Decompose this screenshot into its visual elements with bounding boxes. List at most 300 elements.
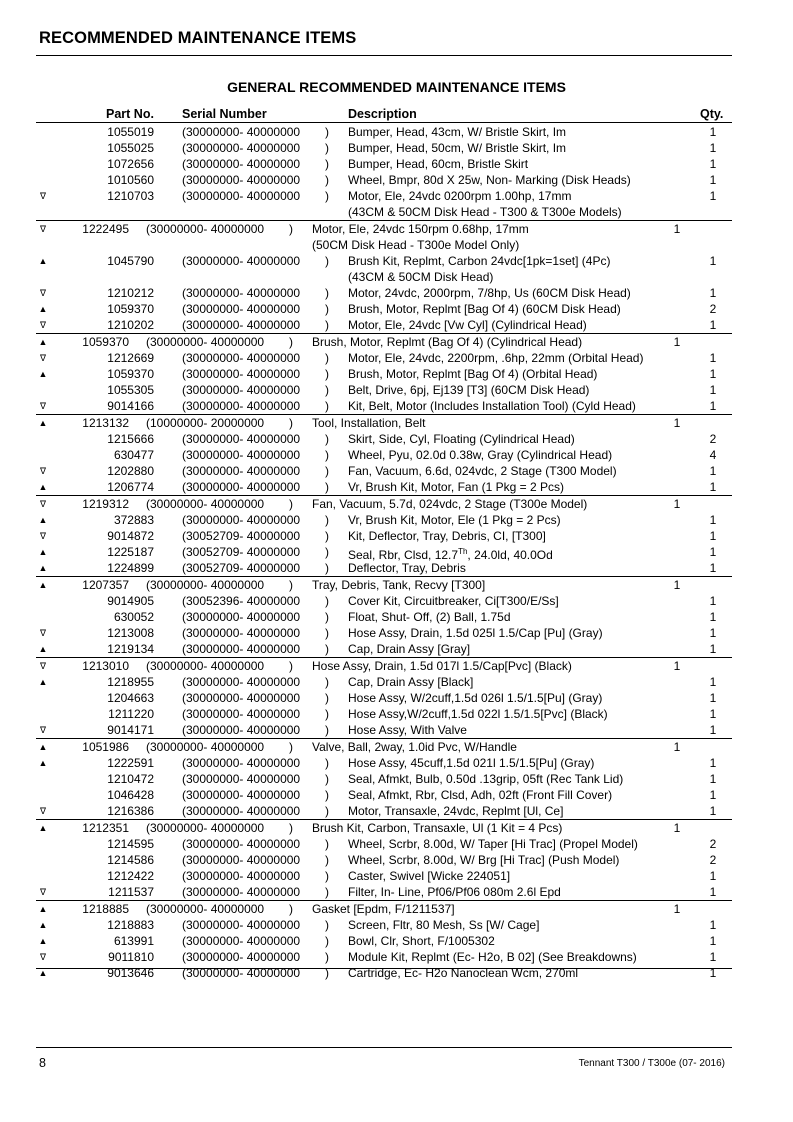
table-row bbox=[0, 803, 793, 819]
description bbox=[348, 609, 511, 625]
serial-number: (30000000- 40000000 bbox=[146, 222, 265, 236]
description bbox=[312, 901, 455, 917]
serial-number: (30000000- 40000000 bbox=[182, 950, 301, 964]
serial-close-paren: ) bbox=[325, 545, 329, 559]
part-number: 1045790 bbox=[107, 254, 154, 268]
serial-close-paren: ) bbox=[325, 173, 329, 187]
part-number: 1214586 bbox=[107, 853, 154, 867]
part-number: 9014166 bbox=[107, 399, 154, 413]
description bbox=[348, 512, 561, 528]
part-number: 1210472 bbox=[107, 772, 154, 786]
serial-number: (30000000- 40000000 bbox=[146, 497, 265, 511]
description bbox=[312, 820, 562, 836]
description bbox=[348, 593, 559, 609]
description-line: (43CM & 50CM Disk Head - T300 & T300e Models) bbox=[348, 205, 622, 219]
part-number: 9011810 bbox=[108, 950, 154, 964]
table-row bbox=[0, 852, 793, 868]
quantity: 1 bbox=[709, 804, 717, 818]
table-row bbox=[0, 317, 793, 333]
description-line: Kit, Belt, Motor (Includes Installation Tool) (Cyld Head) bbox=[348, 399, 636, 413]
new-item-triangle-icon: ▲ bbox=[38, 758, 48, 768]
description bbox=[348, 140, 566, 156]
quantity: 1 bbox=[709, 286, 717, 300]
description-line: Kit, Deflector, Tray, Debris, CI, [T300] bbox=[348, 529, 546, 543]
serial-number: (30052709- 40000000 bbox=[182, 561, 301, 575]
serial-close-paren: ) bbox=[289, 578, 293, 592]
replaced-item-triangle-icon: ∇ bbox=[39, 725, 47, 735]
footer-publication: Tennant T300 / T300e (07- 2016) bbox=[578, 1058, 725, 1069]
description bbox=[348, 124, 566, 140]
serial-number: (30000000- 40000000 bbox=[182, 788, 301, 802]
quantity: 1 bbox=[709, 383, 717, 397]
part-number: 1212669 bbox=[107, 351, 154, 365]
serial-number: (30000000- 40000000 bbox=[182, 853, 301, 867]
serial-close-paren: ) bbox=[289, 659, 293, 673]
table-row bbox=[0, 124, 793, 140]
serial-number: (30000000- 40000000 bbox=[146, 821, 265, 835]
serial-number: (30000000- 40000000 bbox=[182, 837, 301, 851]
table-row bbox=[0, 285, 793, 301]
description bbox=[348, 366, 597, 382]
new-item-triangle-icon: ▲ bbox=[38, 304, 48, 314]
description-line: (43CM & 50CM Disk Head) bbox=[348, 270, 494, 284]
quantity: 1 bbox=[709, 189, 717, 203]
description-line: Hose Assy, Drain, 1.5d 025l 1.5/Cap [Pu] (Gray) bbox=[348, 626, 603, 640]
table-row bbox=[0, 625, 793, 641]
table-row bbox=[36, 657, 732, 674]
new-item-triangle-icon: ▲ bbox=[38, 515, 48, 525]
quantity: 1 bbox=[709, 707, 717, 721]
serial-close-paren: ) bbox=[325, 254, 329, 268]
serial-close-paren: ) bbox=[325, 157, 329, 171]
quantity: 1 bbox=[709, 157, 717, 171]
serial-number: (30000000- 40000000 bbox=[182, 918, 301, 932]
serial-close-paren: ) bbox=[325, 594, 329, 608]
part-number: 1210202 bbox=[107, 318, 154, 332]
serial-number: (30000000- 40000000 bbox=[182, 432, 301, 446]
serial-close-paren: ) bbox=[325, 885, 329, 899]
serial-number: (30000000- 40000000 bbox=[182, 254, 301, 268]
serial-number: (30000000- 40000000 bbox=[182, 707, 301, 721]
column-header-description: Description bbox=[348, 107, 417, 121]
new-item-triangle-icon: ▲ bbox=[38, 677, 48, 687]
quantity: 1 bbox=[709, 772, 717, 786]
serial-close-paren: ) bbox=[325, 513, 329, 527]
quantity: 1 bbox=[673, 659, 681, 673]
quantity: 1 bbox=[709, 642, 717, 656]
quantity: 1 bbox=[709, 529, 717, 543]
part-number: 1213010 bbox=[82, 659, 129, 673]
table-row bbox=[0, 301, 793, 317]
new-item-triangle-icon: ▲ bbox=[38, 920, 48, 930]
description-line: Belt, Drive, 6pj, Ej139 [T3] (60CM Disk Head) bbox=[348, 383, 590, 397]
description-line: Bumper, Head, 60cm, Bristle Skirt bbox=[348, 157, 529, 171]
quantity: 4 bbox=[709, 448, 717, 462]
serial-number: (30000000- 40000000 bbox=[182, 691, 301, 705]
description-line: Motor, Ele, 24vdc [Vw Cyl] (Cylindrical Head) bbox=[348, 318, 587, 332]
part-number: 1211537 bbox=[108, 885, 154, 899]
table-row bbox=[36, 738, 732, 755]
description bbox=[348, 382, 589, 398]
serial-close-paren: ) bbox=[289, 497, 293, 511]
serial-number: (30000000- 40000000 bbox=[182, 464, 301, 478]
table-row bbox=[0, 949, 793, 965]
serial-close-paren: ) bbox=[325, 432, 329, 446]
quantity: 1 bbox=[673, 740, 681, 754]
table-row bbox=[0, 609, 793, 625]
serial-close-paren: ) bbox=[325, 610, 329, 624]
table-row bbox=[0, 350, 793, 366]
description-line: Brush, Motor, Replmt (Bag Of 4) (Cylindrical Head) bbox=[312, 335, 583, 349]
replaced-item-triangle-icon: ∇ bbox=[39, 466, 47, 476]
description-line: Cover Kit, Circuitbreaker, Ci[T300/E/Ss] bbox=[348, 594, 559, 608]
serial-close-paren: ) bbox=[325, 707, 329, 721]
description bbox=[348, 787, 612, 803]
serial-close-paren: ) bbox=[325, 286, 329, 300]
serial-close-paren: ) bbox=[325, 837, 329, 851]
part-number: 9014872 bbox=[107, 529, 154, 543]
description bbox=[348, 528, 546, 544]
description bbox=[312, 577, 485, 593]
table-row bbox=[36, 495, 732, 512]
part-number: 1224899 bbox=[107, 561, 154, 575]
table-row bbox=[0, 771, 793, 787]
part-number: 1059370 bbox=[107, 302, 154, 316]
quantity: 2 bbox=[709, 432, 717, 446]
quantity: 1 bbox=[673, 902, 681, 916]
description bbox=[348, 949, 637, 965]
description bbox=[348, 285, 631, 301]
serial-close-paren: ) bbox=[325, 772, 329, 786]
table-row bbox=[0, 512, 793, 528]
column-header-part-no: Part No. bbox=[106, 107, 154, 121]
serial-number: (30000000- 40000000 bbox=[146, 335, 265, 349]
table-row bbox=[0, 868, 793, 884]
quantity: 2 bbox=[709, 302, 717, 316]
description bbox=[312, 739, 517, 755]
serial-number: (30000000- 40000000 bbox=[182, 286, 301, 300]
table-row bbox=[36, 220, 732, 253]
description-line: Bowl, Clr, Short, F/1005302 bbox=[348, 934, 495, 948]
quantity: 1 bbox=[709, 125, 717, 139]
description bbox=[348, 317, 587, 333]
new-item-triangle-icon: ▲ bbox=[38, 580, 48, 590]
serial-number: (30000000- 40000000 bbox=[146, 659, 265, 673]
description-line: Gasket [Epdm, F/1211537] bbox=[312, 902, 455, 916]
description bbox=[348, 755, 594, 771]
new-item-triangle-icon: ▲ bbox=[38, 644, 48, 654]
quantity: 1 bbox=[709, 675, 717, 689]
part-number: 1214595 bbox=[107, 837, 154, 851]
description-line: Bumper, Head, 50cm, W/ Bristle Skirt, Im bbox=[348, 141, 567, 155]
description-line: Cartridge, Ec- H2o Nanoclean Wcm, 270ml bbox=[348, 966, 579, 980]
description bbox=[312, 496, 587, 512]
description bbox=[348, 674, 473, 690]
replaced-item-triangle-icon: ∇ bbox=[39, 531, 47, 541]
serial-number: (30000000- 40000000 bbox=[182, 173, 301, 187]
description-line: Motor, Ele, 24vdc 0200rpm 1.00hp, 17mm bbox=[348, 189, 572, 203]
serial-close-paren: ) bbox=[325, 302, 329, 316]
description bbox=[348, 852, 619, 868]
description-line: Seal, Afmkt, Rbr, Clsd, Adh, 02ft (Front Fill Cover) bbox=[348, 788, 613, 802]
serial-close-paren: ) bbox=[325, 626, 329, 640]
part-number: 1225187 bbox=[107, 545, 154, 559]
serial-close-paren: ) bbox=[325, 691, 329, 705]
part-number: 1055019 bbox=[107, 125, 154, 139]
serial-close-paren: ) bbox=[325, 561, 329, 575]
serial-number: (30000000- 40000000 bbox=[182, 966, 301, 980]
table-row bbox=[0, 917, 793, 933]
serial-number: (30000000- 40000000 bbox=[182, 934, 301, 948]
new-item-triangle-icon: ▲ bbox=[38, 547, 48, 557]
replaced-item-triangle-icon: ∇ bbox=[39, 353, 47, 363]
header-rule bbox=[36, 55, 732, 56]
description-line: Deflector, Tray, Debris bbox=[348, 561, 466, 575]
table-row bbox=[0, 706, 793, 722]
table-row bbox=[0, 140, 793, 156]
replaced-item-triangle-icon: ∇ bbox=[39, 320, 47, 330]
serial-close-paren: ) bbox=[325, 383, 329, 397]
serial-close-paren: ) bbox=[325, 141, 329, 155]
serial-close-paren: ) bbox=[325, 399, 329, 413]
description bbox=[312, 221, 529, 253]
part-number: 1218883 bbox=[107, 918, 154, 932]
table-row bbox=[0, 463, 793, 479]
column-header-serial-number: Serial Number bbox=[182, 107, 267, 121]
description-line: Fan, Vacuum, 6.6d, 024vdc, 2 Stage (T300 Model) bbox=[348, 464, 617, 478]
description-line: Wheel, Pyu, 02.0d 0.38w, Gray (Cylindrical Head) bbox=[348, 448, 613, 462]
replaced-item-triangle-icon: ∇ bbox=[39, 806, 47, 816]
table-row bbox=[0, 156, 793, 172]
description-line: Float, Shut- Off, (2) Ball, 1.75d bbox=[348, 610, 511, 624]
serial-number: (10000000- 20000000 bbox=[146, 416, 265, 430]
quantity: 1 bbox=[709, 626, 717, 640]
part-number: 1211220 bbox=[108, 707, 154, 721]
quantity: 1 bbox=[709, 141, 717, 155]
part-number: 1222495 bbox=[82, 222, 129, 236]
new-item-triangle-icon: ▲ bbox=[38, 742, 48, 752]
quantity: 1 bbox=[709, 869, 717, 883]
serial-close-paren: ) bbox=[325, 756, 329, 770]
part-number: 1051986 bbox=[82, 740, 129, 754]
table-row bbox=[36, 900, 732, 917]
description-line: Brush Kit, Replmt, Carbon 24vdc[1pk=1set] (4Pc) bbox=[348, 254, 611, 268]
quantity: 1 bbox=[709, 351, 717, 365]
table-row bbox=[0, 884, 793, 900]
description-line: (50CM Disk Head - T300e Model Only) bbox=[312, 238, 520, 252]
serial-number: (30000000- 40000000 bbox=[182, 723, 301, 737]
serial-number: (30000000- 40000000 bbox=[182, 756, 301, 770]
serial-number: (30052396- 40000000 bbox=[182, 594, 301, 608]
part-number: 372883 bbox=[113, 513, 154, 527]
serial-close-paren: ) bbox=[325, 869, 329, 883]
part-number: 1055305 bbox=[107, 383, 154, 397]
serial-number: (30000000- 40000000 bbox=[182, 642, 301, 656]
description-line: Hose Assy, Drain, 1.5d 017l 1.5/Cap[Pvc] (Black) bbox=[312, 659, 572, 673]
description bbox=[348, 641, 470, 657]
serial-close-paren: ) bbox=[325, 318, 329, 332]
table-row bbox=[0, 447, 793, 463]
part-number: 1210212 bbox=[107, 286, 154, 300]
table-row bbox=[0, 836, 793, 852]
column-header-qty: Qty. bbox=[700, 107, 724, 121]
table-row bbox=[36, 576, 732, 593]
quantity: 1 bbox=[673, 578, 681, 592]
quantity: 1 bbox=[709, 545, 717, 559]
new-item-triangle-icon: ▲ bbox=[38, 936, 48, 946]
new-item-triangle-icon: ▲ bbox=[38, 563, 48, 573]
serial-close-paren: ) bbox=[325, 723, 329, 737]
description-line: Cap, Drain Assy [Black] bbox=[348, 675, 474, 689]
serial-number: (30000000- 40000000 bbox=[182, 626, 301, 640]
table-row bbox=[0, 431, 793, 447]
description bbox=[348, 172, 631, 188]
replaced-item-triangle-icon: ∇ bbox=[39, 661, 47, 671]
serial-number: (30000000- 40000000 bbox=[182, 351, 301, 365]
part-number: 1218885 bbox=[82, 902, 129, 916]
description bbox=[312, 415, 425, 431]
description-line: Bumper, Head, 43cm, W/ Bristle Skirt, Im bbox=[348, 125, 567, 139]
description-line: Cap, Drain Assy [Gray] bbox=[348, 642, 471, 656]
serial-number: (30000000- 40000000 bbox=[182, 383, 301, 397]
description bbox=[348, 933, 495, 949]
table-row bbox=[36, 819, 732, 836]
part-number: 1206774 bbox=[107, 480, 154, 494]
part-number: 1010560 bbox=[107, 173, 154, 187]
quantity: 1 bbox=[673, 821, 681, 835]
description-superscript: Th bbox=[458, 547, 468, 556]
serial-close-paren: ) bbox=[325, 642, 329, 656]
serial-number: (30000000- 40000000 bbox=[182, 367, 301, 381]
new-item-triangle-icon: ▲ bbox=[38, 904, 48, 914]
description bbox=[348, 771, 623, 787]
serial-close-paren: ) bbox=[289, 416, 293, 430]
description-line: Vr, Brush Kit, Motor, Ele (1 Pkg = 2 Pcs) bbox=[348, 513, 561, 527]
quantity: 1 bbox=[709, 788, 717, 802]
new-item-triangle-icon: ▲ bbox=[38, 823, 48, 833]
quantity: 1 bbox=[709, 934, 717, 948]
description-line: Hose Assy, 45cuff,1.5d 021l 1.5/1.5[Pu] (Gray) bbox=[348, 756, 595, 770]
quantity: 1 bbox=[709, 610, 717, 624]
description bbox=[348, 803, 563, 819]
part-number: 9014171 bbox=[107, 723, 154, 737]
new-item-triangle-icon: ▲ bbox=[38, 369, 48, 379]
table-row bbox=[0, 933, 793, 949]
table-row bbox=[36, 414, 732, 431]
part-number: 1059370 bbox=[107, 367, 154, 381]
part-number: 1055025 bbox=[107, 141, 154, 155]
table-row bbox=[0, 172, 793, 188]
table-row bbox=[36, 333, 732, 350]
replaced-item-triangle-icon: ∇ bbox=[39, 288, 47, 298]
description bbox=[348, 917, 539, 933]
description bbox=[312, 334, 582, 350]
table-row bbox=[0, 253, 793, 285]
description bbox=[348, 301, 621, 317]
table-row bbox=[0, 674, 793, 690]
description bbox=[348, 836, 638, 852]
table-row bbox=[0, 544, 793, 560]
table-row bbox=[0, 479, 793, 495]
serial-number: (30052709- 40000000 bbox=[182, 545, 301, 559]
serial-close-paren: ) bbox=[289, 821, 293, 835]
part-number: 630052 bbox=[113, 610, 154, 624]
description-line: Brush, Motor, Replmt [Bag Of 4) (60CM Disk Head) bbox=[348, 302, 621, 316]
serial-close-paren: ) bbox=[289, 740, 293, 754]
quantity: 1 bbox=[709, 561, 717, 575]
part-number: 1218955 bbox=[107, 675, 154, 689]
new-item-triangle-icon: ▲ bbox=[38, 337, 48, 347]
table-row bbox=[0, 560, 793, 576]
serial-number: (30000000- 40000000 bbox=[182, 675, 301, 689]
description bbox=[348, 350, 643, 366]
serial-number: (30000000- 40000000 bbox=[182, 869, 301, 883]
description-line: Filter, In- Line, Pf06/Pf06 080m 2.6l Epd bbox=[348, 885, 561, 899]
part-number: 1072656 bbox=[107, 157, 154, 171]
serial-close-paren: ) bbox=[325, 966, 329, 980]
replaced-item-triangle-icon: ∇ bbox=[39, 191, 47, 201]
part-number: 613991 bbox=[113, 934, 154, 948]
serial-number: (30000000- 40000000 bbox=[182, 141, 301, 155]
new-item-triangle-icon: ▲ bbox=[38, 256, 48, 266]
table-row bbox=[0, 593, 793, 609]
serial-close-paren: ) bbox=[325, 950, 329, 964]
new-item-triangle-icon: ▲ bbox=[38, 418, 48, 428]
description-text: Seal, Rbr, Clsd, 12.7 bbox=[348, 548, 459, 562]
table-row bbox=[0, 722, 793, 738]
part-number: 1204663 bbox=[107, 691, 154, 705]
part-number: 9014905 bbox=[107, 594, 154, 608]
description bbox=[348, 706, 608, 722]
serial-number: (30000000- 40000000 bbox=[182, 804, 301, 818]
description-line: Wheel, Bmpr, 80d X 25w, Non- Marking (Disk Heads) bbox=[348, 173, 631, 187]
part-number: 9013646 bbox=[107, 966, 154, 980]
serial-number: (30000000- 40000000 bbox=[182, 157, 301, 171]
quantity: 1 bbox=[709, 318, 717, 332]
serial-close-paren: ) bbox=[325, 853, 329, 867]
description bbox=[348, 722, 467, 738]
serial-close-paren: ) bbox=[325, 529, 329, 543]
column-header-rule bbox=[36, 122, 732, 123]
description bbox=[312, 658, 572, 674]
description bbox=[348, 447, 612, 463]
part-number: 1212351 bbox=[82, 821, 129, 835]
serial-number: (30000000- 40000000 bbox=[182, 513, 301, 527]
quantity: 1 bbox=[709, 464, 717, 478]
replaced-item-triangle-icon: ∇ bbox=[39, 952, 47, 962]
part-number: 1219134 bbox=[107, 642, 154, 656]
description-line: Motor, Ele, 24vdc, 2200rpm, .6hp, 22mm (Orbital Head) bbox=[348, 351, 644, 365]
table-row bbox=[0, 787, 793, 803]
quantity: 1 bbox=[709, 966, 717, 980]
description bbox=[348, 463, 617, 479]
parts-table bbox=[0, 124, 793, 981]
serial-number: (30000000- 40000000 bbox=[182, 480, 301, 494]
part-number: 1216386 bbox=[107, 804, 154, 818]
footer-rule bbox=[36, 1047, 732, 1048]
description bbox=[348, 156, 528, 172]
part-number: 1210703 bbox=[107, 189, 154, 203]
quantity: 1 bbox=[673, 416, 681, 430]
description bbox=[348, 625, 603, 641]
part-number: 1222591 bbox=[107, 756, 154, 770]
description-line: Valve, Ball, 2way, 1.0id Pvc, W/Handle bbox=[312, 740, 517, 754]
table-row bbox=[0, 188, 793, 220]
table-row bbox=[0, 755, 793, 771]
serial-close-paren: ) bbox=[325, 125, 329, 139]
quantity: 1 bbox=[709, 367, 717, 381]
description-line: Seal, Afmkt, Bulb, 0.50d .13grip, 05ft (Rec Tank Lid) bbox=[348, 772, 624, 786]
